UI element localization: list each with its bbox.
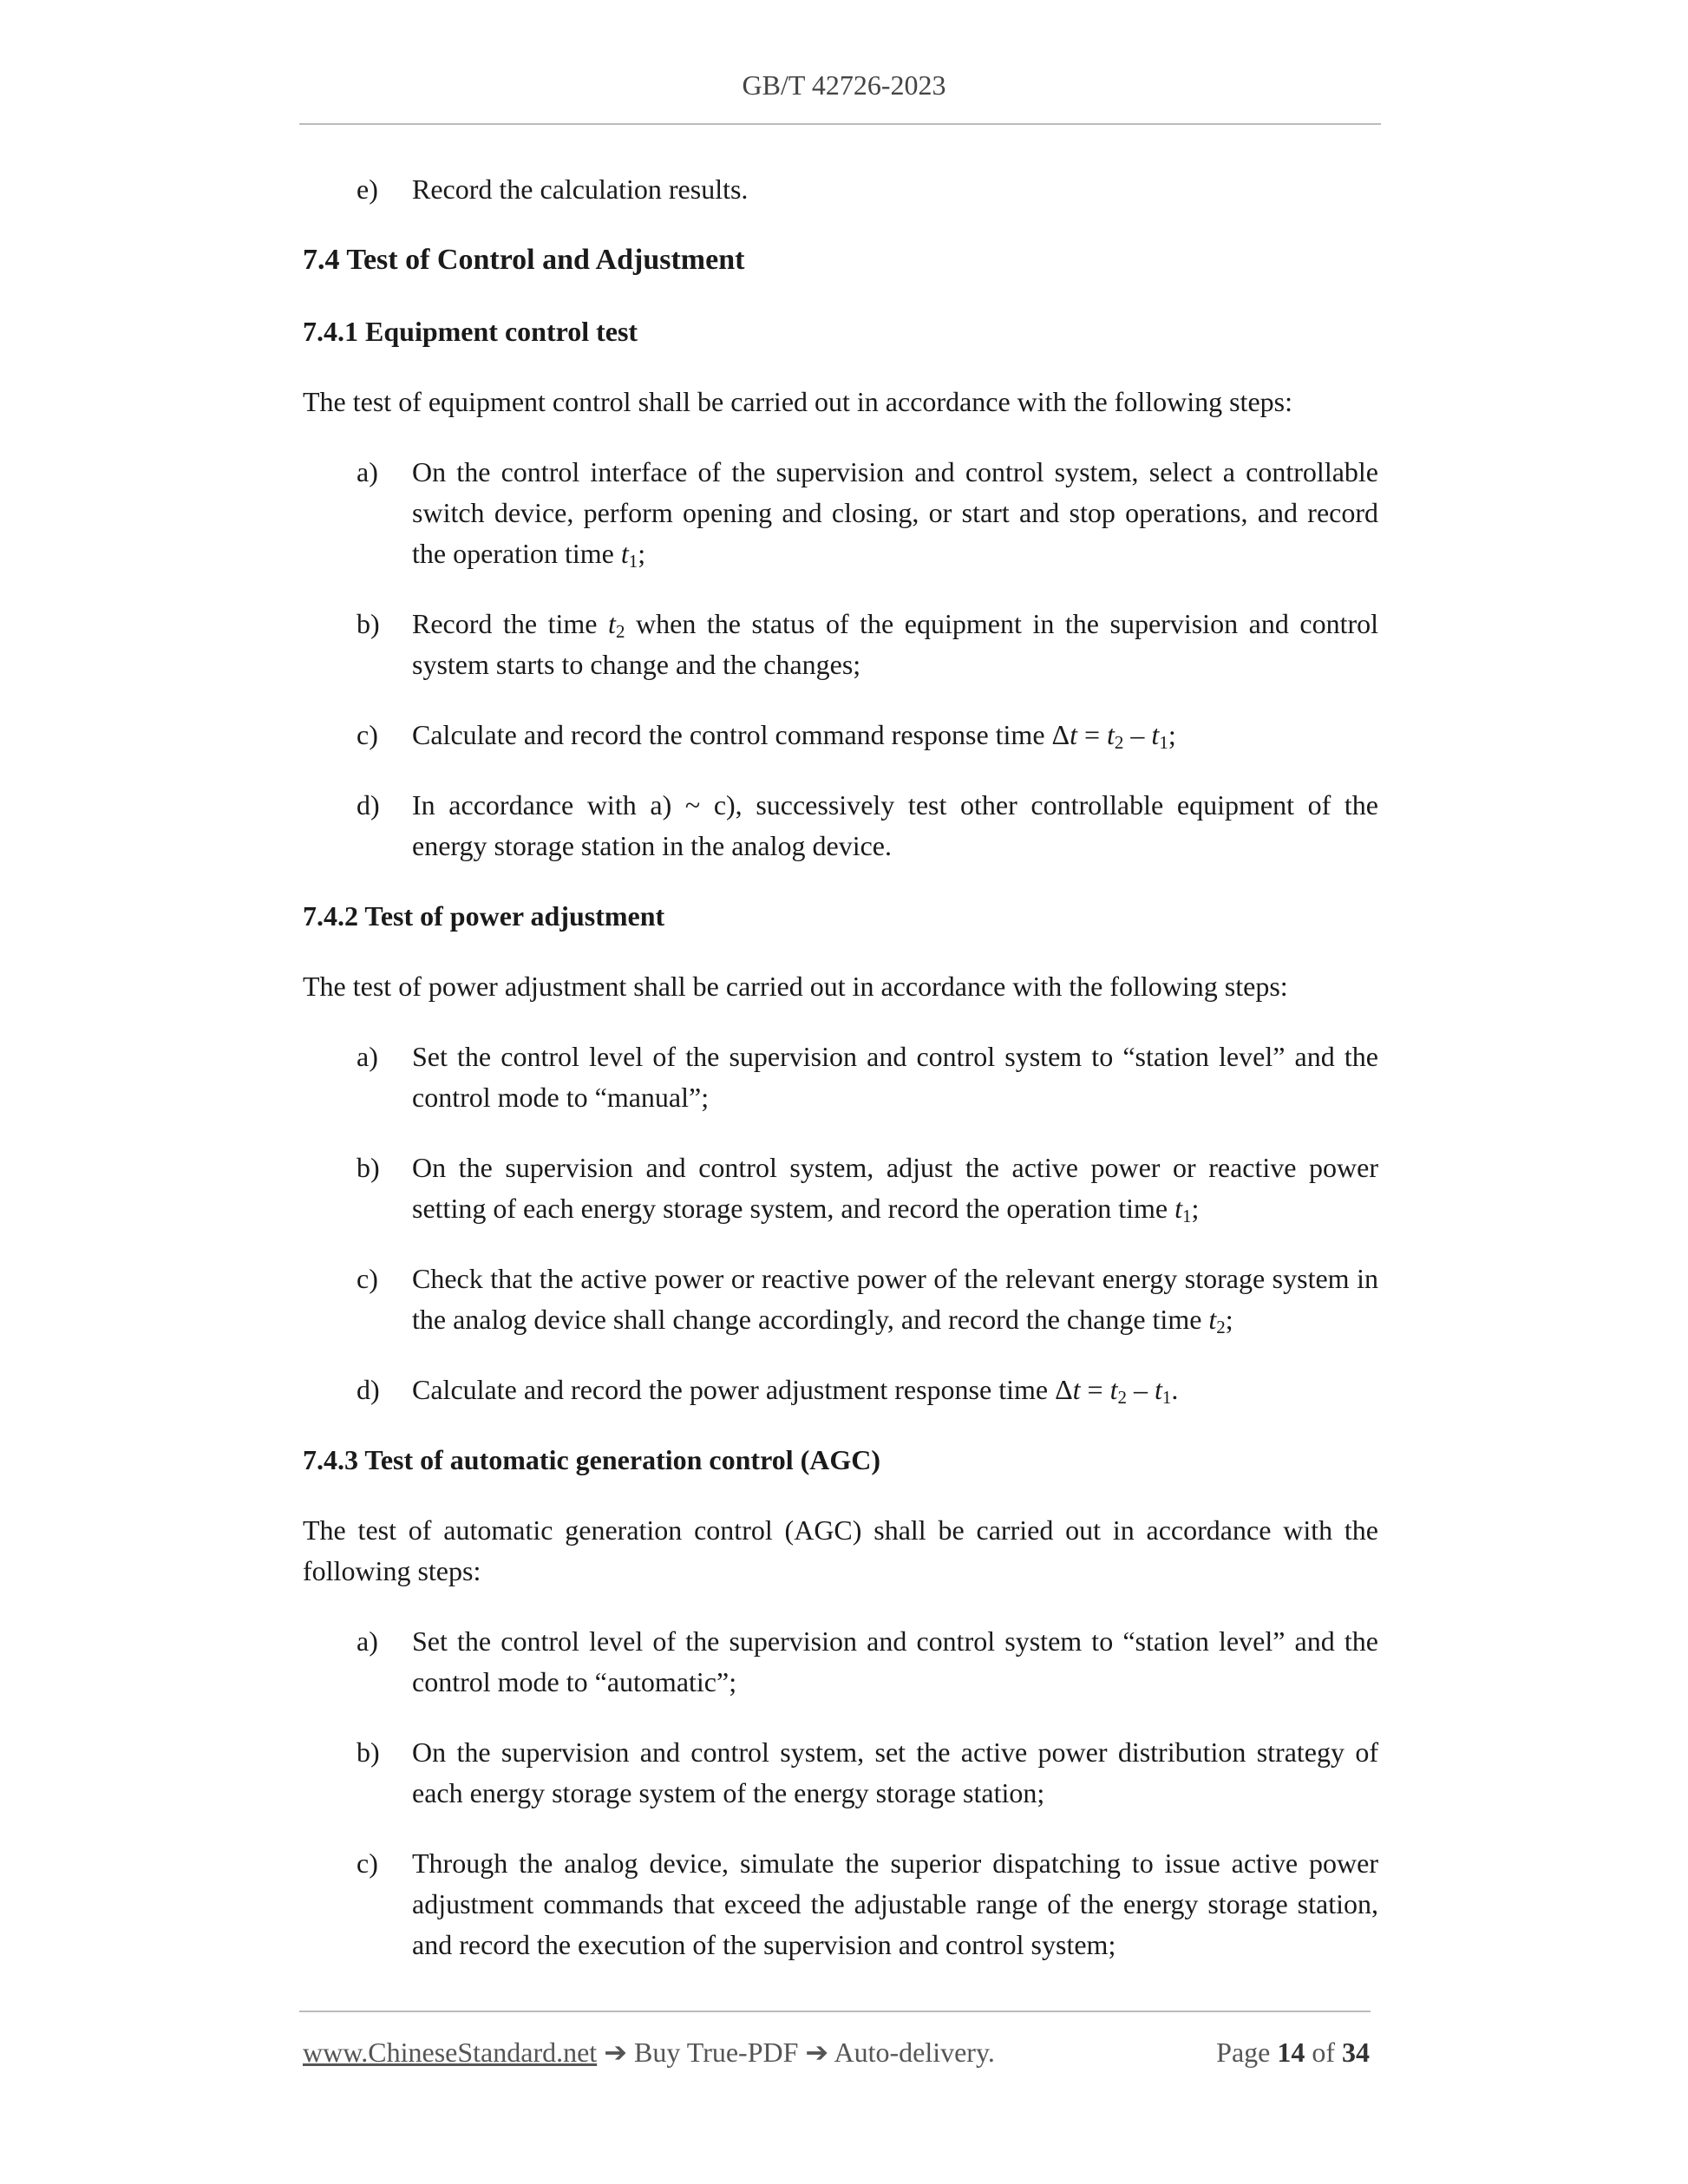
list-item (303, 715, 1378, 755)
section-heading: 7.4 Test of Control and Adjustment (303, 244, 745, 276)
math-var: t (1208, 1304, 1217, 1335)
site-link[interactable]: www.ChineseStandard.net (303, 2037, 598, 2068)
punct: . (1171, 1374, 1179, 1405)
math-minus: – (1123, 719, 1152, 750)
buy-text: Buy True-PDF (634, 2037, 799, 2068)
math-sub: 2 (1216, 1317, 1226, 1337)
paragraph: The test of power adjustment shall be carried out in accordance with the following steps: (303, 971, 1288, 1002)
math-var: t (1151, 719, 1160, 750)
list-item (303, 785, 1378, 866)
math-sub: 2 (1117, 1387, 1127, 1408)
list-label: a) (357, 1041, 378, 1072)
list-label: b) (357, 608, 380, 639)
delivery-text: Auto-delivery. (834, 2037, 995, 2068)
list-label: c) (357, 719, 378, 750)
list-label: d) (357, 1374, 380, 1405)
math-var: t (1107, 719, 1115, 750)
page-footer (303, 2032, 1370, 2073)
math-sub: 1 (1159, 732, 1168, 753)
paragraph: The test of automatic generation control (AGC) shall be carried out in accordance with the following steps: (303, 1514, 1378, 1586)
arrow-icon: ➔ (798, 2037, 834, 2068)
list-label: b) (357, 1152, 380, 1183)
list-item (303, 452, 1378, 574)
page-word: Page (1216, 2037, 1271, 2068)
list-text: Through the analog device, simulate the superior dispatching to issue active power adjustment commands that exceed the adjustable range of the energy storage station, and record the execution of the supervision and control system; (412, 1847, 1378, 1960)
list-label: c) (357, 1263, 378, 1294)
math-var: t (1154, 1374, 1162, 1405)
math-eq: = (1080, 1374, 1110, 1405)
math-sub: 1 (1182, 1206, 1192, 1226)
math-var: t (608, 608, 616, 639)
list-label: c) (357, 1847, 378, 1879)
list-item (303, 1036, 1378, 1118)
subsection-heading-743: 7.4.3 Test of automatic generation control (AGC) (303, 1444, 880, 1475)
paragraph: The test of equipment control shall be carried out in accordance with the following steps: (303, 386, 1292, 417)
page-indicator (1216, 2032, 1370, 2073)
math-sub: 1 (1161, 1387, 1172, 1408)
footer-divider (299, 2011, 1371, 2012)
math-var: t (1070, 719, 1077, 750)
math-var: t (620, 538, 629, 569)
list-label: e) (357, 173, 378, 205)
math-sub: 2 (1114, 732, 1124, 753)
math-var: t (1109, 1374, 1118, 1405)
list-item (303, 1843, 1378, 1965)
math-sub: 1 (628, 551, 638, 572)
math-delta: Δ (1055, 1374, 1073, 1405)
math-sub: 2 (615, 621, 625, 642)
list-item (303, 1621, 1378, 1703)
header-divider (299, 123, 1381, 125)
page-number: 14 (1277, 2037, 1305, 2068)
list-text: Calculate and record the power adjustment response time (412, 1374, 1049, 1405)
list-item (303, 1148, 1378, 1229)
list-text: Record the time (412, 608, 598, 639)
list-text: On the supervision and control system, adjust the active power or reactive power setting of each energy storage system, and record the operation time (412, 1152, 1378, 1224)
page-body (303, 169, 1378, 1995)
math-var: t (1072, 1374, 1081, 1405)
list-label: a) (357, 456, 378, 487)
list-text: Check that the active power or reactive power of the relevant energy storage system in the analog device shall change accordingly, and record the change time (412, 1263, 1378, 1335)
list-text: On the supervision and control system, set the active power distribution strategy of each energy storage system of the energy storage station; (412, 1736, 1378, 1808)
list-item (303, 1259, 1378, 1340)
math-eq: = (1076, 719, 1108, 750)
of-word: of (1312, 2037, 1335, 2068)
punct: ; (1225, 1304, 1233, 1335)
list-text: Set the control level of the supervision and control system to “station level” and the control mode to “manual”; (412, 1041, 1378, 1113)
list-item (303, 1370, 1378, 1410)
page-header: GB/T 42726-2023 (742, 69, 946, 101)
math-delta: Δ (1051, 719, 1070, 750)
list-text: Record the calculation results. (412, 173, 749, 205)
list-text: when the status of the equipment in the supervision and control system starts to change and the changes; (412, 608, 1379, 680)
list-text: Set the control level of the supervision and control system to “station level” and the control mode to “automatic”; (412, 1625, 1378, 1697)
list-label: d) (357, 789, 380, 821)
math-var: t (1174, 1193, 1182, 1224)
list-label: b) (357, 1736, 380, 1768)
page-total: 34 (1342, 2037, 1370, 2068)
subsection-heading-741: 7.4.1 Equipment control test (303, 316, 638, 347)
math-minus: – (1126, 1374, 1155, 1405)
punct: ; (638, 538, 646, 569)
list-text: On the control interface of the supervision and control system, select a controllable switch device, perform opening and closing, or start and stop operations, and record the operation time (412, 456, 1378, 569)
punct: ; (1168, 719, 1176, 750)
list-item (303, 169, 1378, 210)
list-item (303, 604, 1378, 685)
list-label: a) (357, 1625, 378, 1657)
list-item (303, 1732, 1378, 1814)
list-text: In accordance with a) ~ c), successively test other controllable equipment of the energy storage station in the analog device. (412, 789, 1378, 861)
arrow-icon: ➔ (597, 2037, 634, 2068)
list-text: Calculate and record the control command response time (412, 719, 1045, 750)
subsection-heading-742: 7.4.2 Test of power adjustment (303, 900, 665, 932)
punct: ; (1191, 1193, 1200, 1224)
